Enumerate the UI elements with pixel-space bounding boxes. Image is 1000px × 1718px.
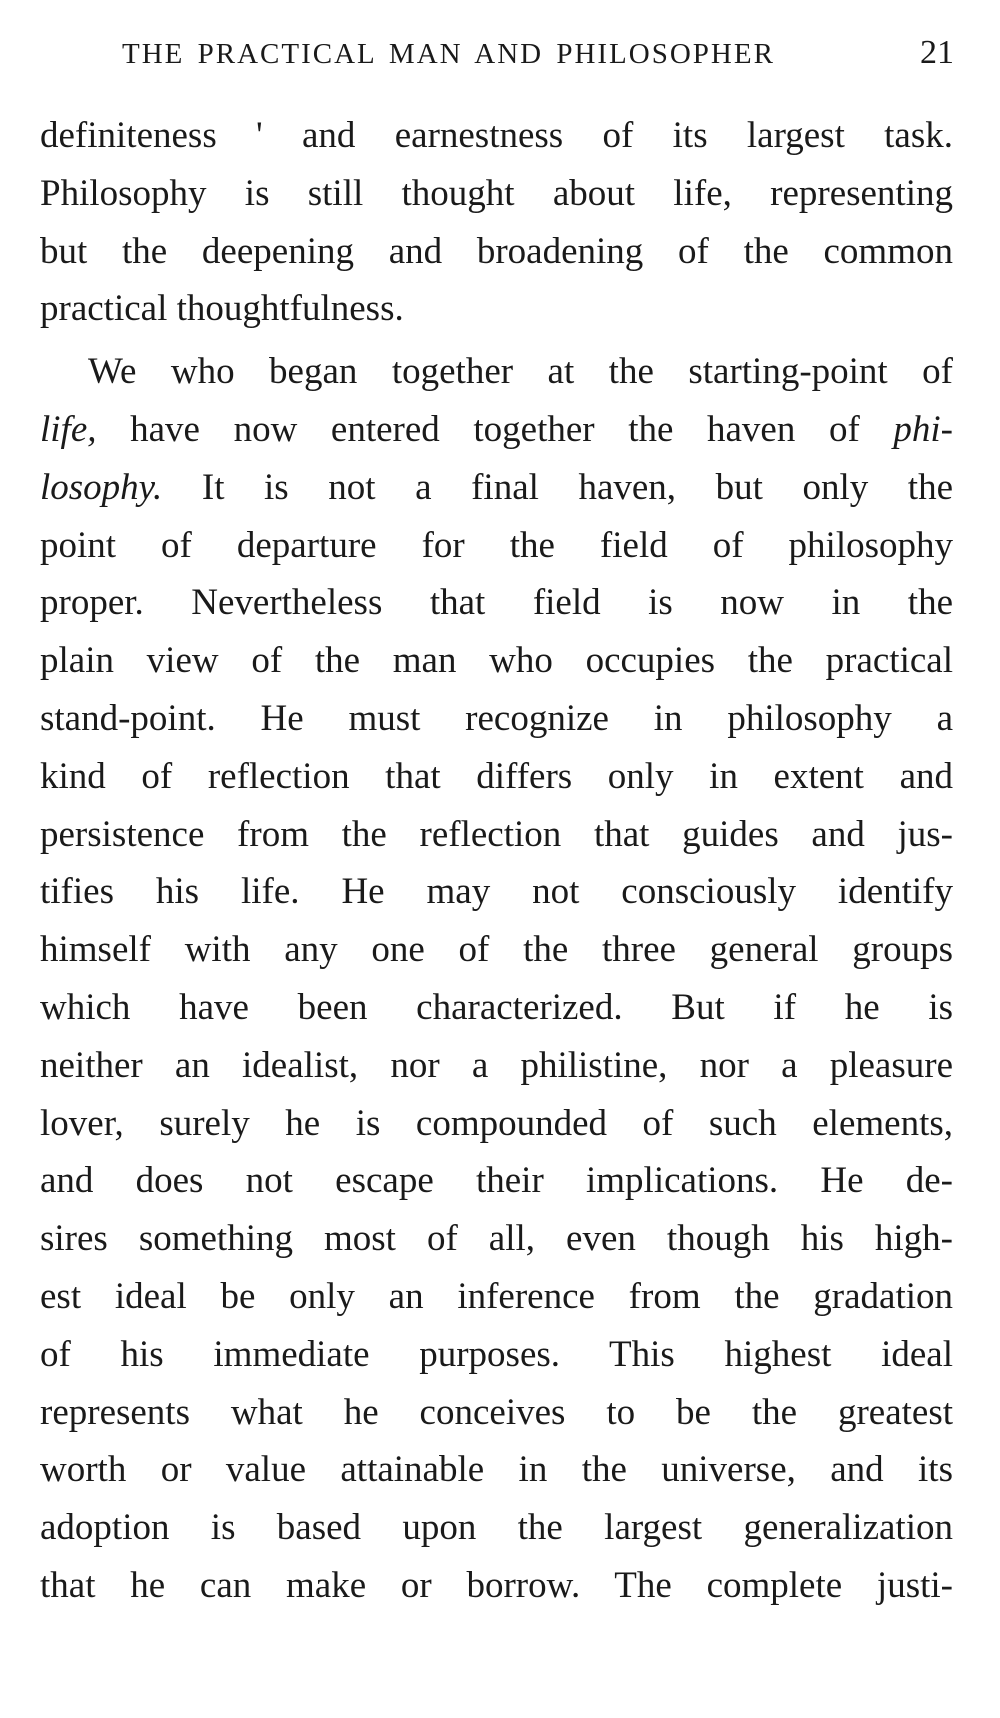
paragraph-2 [40,343,953,1615]
text-line: definiteness ' and earnestness of its largest task. [40,115,953,156]
text-line: Philosophy is still thought about life, representing [40,172,953,214]
italic-word: phi- [893,408,953,450]
text-line: proper. Nevertheless that field is now in the [40,582,953,624]
text-line: est ideal be only an inference from the gradation [40,1275,953,1317]
running-head [44,34,962,84]
text-line: kind of reflection that differs only in extent and [40,755,953,797]
text-line: tifies his life. He may not consciously identify [40,871,953,913]
text-run: It is not a final haven, but only the [162,466,953,508]
text-line-mixed [40,459,953,517]
text-line: adoption is based upon the largest generalization [40,1507,953,1549]
text-line: lover, surely he is compounded of such elements, [40,1102,953,1144]
text-line: and does not escape their implications. He de- [40,1160,953,1202]
text-run: have now entered together the haven of [96,408,894,450]
text-line: sires something most of all, even though his high- [40,1218,953,1260]
text-line: persistence from the reflection that guides and jus- [40,813,953,855]
text-line: neither an idealist, nor a philistine, nor a pleasure [40,1044,953,1086]
italic-word: life, [40,408,97,450]
text-line: plain view of the man who occupies the practical [40,640,953,682]
text-line: stand-point. He must recognize in philosophy a [40,697,953,739]
text-line: of his immediate purposes. This highest ideal [40,1333,953,1375]
page-number: 21 [920,34,954,71]
italic-word: losophy. [40,466,163,508]
text-line: that he can make or borrow. The complete justi- [40,1564,953,1606]
text-line: We who began together at the starting-point of [88,351,953,393]
text-line: practical thoughtfulness. [40,288,404,330]
paragraph-1 [40,107,953,338]
text-line: which have been characterized. But if he is [40,986,953,1028]
text-line: but the deepening and broadening of the common [40,230,953,272]
text-line: represents what he conceives to be the greatest [40,1391,953,1433]
text-line: point of departure for the field of philosophy [40,524,953,566]
running-title: THE PRACTICAL MAN AND PHILOSOPHER [122,38,775,70]
text-line: worth or value attainable in the universe, and its [40,1449,953,1491]
text-line-mixed [40,401,953,459]
text-line: himself with any one of the three general groups [40,929,953,971]
body-text [40,107,953,1615]
